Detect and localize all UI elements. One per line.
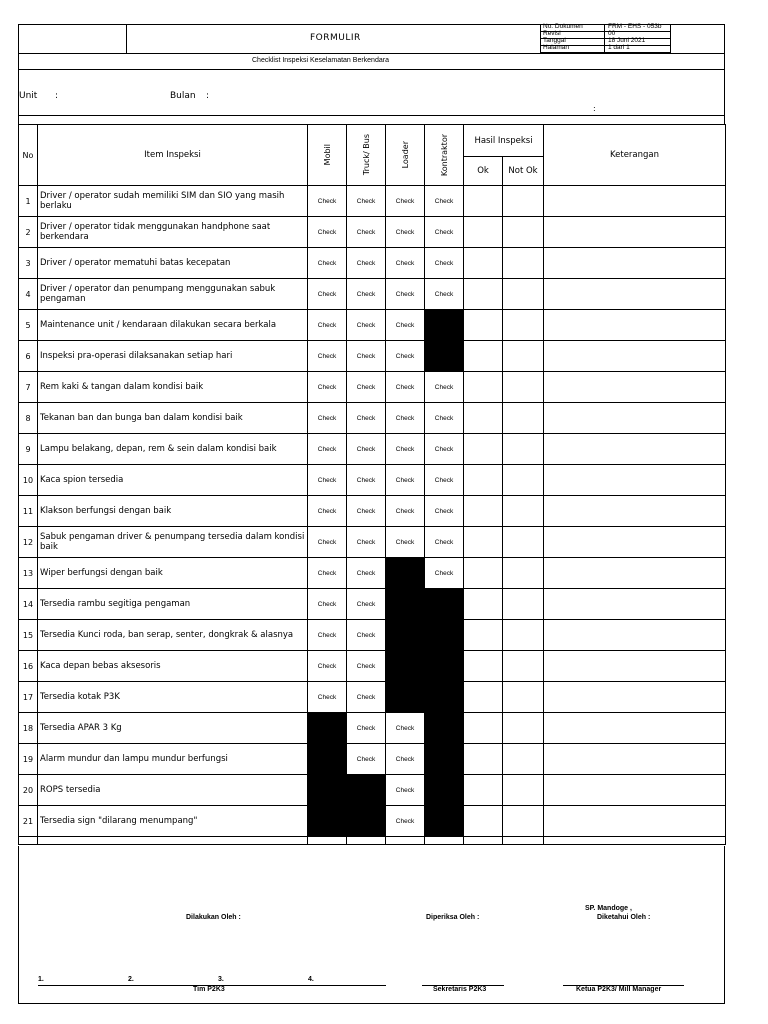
ok-cell[interactable] — [464, 248, 503, 279]
keterangan-cell[interactable] — [544, 527, 726, 558]
check-cell[interactable]: Check — [347, 651, 386, 682]
header-divider-left — [126, 24, 127, 54]
row-item: Tersedia Kunci roda, ban serap, senter, dongkrak & alasnya — [38, 620, 308, 651]
keterangan-cell[interactable] — [544, 217, 726, 248]
check-cell[interactable]: Check — [386, 434, 425, 465]
row-no: 15 — [19, 620, 38, 651]
ok-cell[interactable] — [464, 806, 503, 837]
ok-cell[interactable] — [464, 186, 503, 217]
check-cell[interactable]: Check — [386, 496, 425, 527]
row-item: Driver / operator tidak menggunakan handphone saat berkendara — [38, 217, 308, 248]
keterangan-cell[interactable] — [544, 806, 726, 837]
row-item: Sabuk pengaman driver & penumpang tersedia dalam kondisi baik — [38, 527, 308, 558]
doc-label-1: Revisi — [543, 30, 561, 37]
check-cell[interactable]: Check — [425, 248, 464, 279]
subtitle: Checklist Inspeksi Keselamatan Berkendara — [252, 57, 389, 64]
info-top-line — [18, 115, 725, 116]
check-cell[interactable]: Check — [308, 558, 347, 589]
table-row — [19, 713, 726, 744]
check-cell[interactable]: Check — [386, 341, 425, 372]
table-row — [19, 775, 726, 806]
ok-cell[interactable] — [464, 713, 503, 744]
doc-info — [541, 24, 671, 52]
check-cell[interactable]: Check — [347, 744, 386, 775]
row-item: Tersedia APAR 3 Kg — [38, 713, 308, 744]
check-cell[interactable]: Check — [308, 403, 347, 434]
not-ok-cell[interactable] — [503, 372, 544, 403]
ok-cell[interactable] — [464, 341, 503, 372]
check-cell[interactable]: Check — [347, 217, 386, 248]
col-kontraktor: Kontraktor — [439, 133, 449, 177]
not-ok-cell[interactable] — [503, 744, 544, 775]
check-cell[interactable]: Check — [347, 310, 386, 341]
check-cell[interactable]: Check — [308, 682, 347, 713]
row-item: Tersedia rambu segitiga pengaman — [38, 589, 308, 620]
diketahui-label: Diketahui Oleh : — [597, 914, 651, 921]
table-row — [19, 496, 726, 527]
col-mobil: Mobil — [322, 144, 332, 166]
not-ok-cell[interactable] — [503, 341, 544, 372]
table-row — [19, 589, 726, 620]
check-cell[interactable]: Check — [386, 465, 425, 496]
row-item: ROPS tersedia — [38, 775, 308, 806]
sekretaris-label: Sekretaris P2K3 — [433, 986, 487, 993]
table-row — [19, 248, 726, 279]
check-cell[interactable]: Check — [347, 341, 386, 372]
blocked-cell — [425, 620, 464, 651]
not-ok-cell[interactable] — [503, 186, 544, 217]
row-item: Driver / operator mematuhi batas kecepatan — [38, 248, 308, 279]
row-item: Maintenance unit / kendaraan dilakukan secara berkala — [38, 310, 308, 341]
ok-cell[interactable] — [464, 310, 503, 341]
check-cell[interactable]: Check — [425, 372, 464, 403]
check-cell[interactable]: Check — [425, 434, 464, 465]
keterangan-cell[interactable] — [544, 775, 726, 806]
check-cell[interactable]: Check — [386, 806, 425, 837]
check-cell[interactable]: Check — [425, 279, 464, 310]
not-ok-cell[interactable] — [503, 713, 544, 744]
check-cell[interactable]: Check — [425, 527, 464, 558]
check-cell[interactable]: Check — [347, 465, 386, 496]
tim-label: Tim P2K3 — [193, 986, 225, 993]
unit-label: Unit — [19, 91, 38, 101]
row-item: Driver / operator dan penumpang menggunakan sabuk pengaman — [38, 279, 308, 310]
row-no: 21 — [19, 806, 38, 837]
blocked-cell — [425, 744, 464, 775]
check-cell[interactable]: Check — [386, 372, 425, 403]
inspection-table — [18, 124, 726, 845]
not-ok-cell[interactable] — [503, 620, 544, 651]
check-cell[interactable]: Check — [347, 682, 386, 713]
ok-cell[interactable] — [464, 589, 503, 620]
dilakukan-label: Dilakukan Oleh : — [186, 914, 241, 921]
keterangan-cell[interactable] — [544, 496, 726, 527]
keterangan-cell[interactable] — [544, 372, 726, 403]
ok-cell[interactable] — [464, 744, 503, 775]
check-cell[interactable]: Check — [386, 217, 425, 248]
doc-label-3: Halaman — [543, 44, 570, 51]
row-item: Klakson berfungsi dengan baik — [38, 496, 308, 527]
not-ok-cell[interactable] — [503, 465, 544, 496]
check-cell[interactable]: Check — [425, 186, 464, 217]
blocked-cell — [425, 713, 464, 744]
keterangan-cell[interactable] — [544, 186, 726, 217]
check-cell[interactable]: Check — [386, 744, 425, 775]
ok-cell[interactable] — [464, 217, 503, 248]
not-ok-cell[interactable] — [503, 775, 544, 806]
table-row — [19, 217, 726, 248]
row-item: Tersedia sign "dilarang menumpang" — [38, 806, 308, 837]
not-ok-cell[interactable] — [503, 248, 544, 279]
blocked-cell — [425, 682, 464, 713]
check-cell[interactable]: Check — [386, 186, 425, 217]
check-cell[interactable]: Check — [347, 372, 386, 403]
not-ok-cell[interactable] — [503, 403, 544, 434]
row-item: Alarm mundur dan lampu mundur berfungsi — [38, 744, 308, 775]
footer-box — [18, 846, 725, 1004]
check-cell[interactable]: Check — [386, 248, 425, 279]
check-cell[interactable]: Check — [425, 465, 464, 496]
check-cell[interactable]: Check — [347, 248, 386, 279]
doc-value-2: 18 Juni 2021 — [608, 37, 646, 44]
not-ok-cell[interactable] — [503, 806, 544, 837]
table-row — [19, 558, 726, 589]
check-cell[interactable]: Check — [386, 403, 425, 434]
bulan-label: Bulan — [170, 91, 196, 101]
keterangan-cell[interactable] — [544, 589, 726, 620]
form-title: FORMULIR — [310, 33, 361, 43]
not-ok-cell[interactable] — [503, 651, 544, 682]
check-cell[interactable]: Check — [386, 279, 425, 310]
doc-label-0: No. Dokumen — [543, 23, 583, 30]
keterangan-cell[interactable] — [544, 713, 726, 744]
check-cell[interactable]: Check — [347, 279, 386, 310]
check-cell[interactable]: Check — [308, 434, 347, 465]
row-no: 11 — [19, 496, 38, 527]
row-no: 3 — [19, 248, 38, 279]
keterangan-cell[interactable] — [544, 279, 726, 310]
check-cell[interactable]: Check — [425, 403, 464, 434]
table-row — [19, 372, 726, 403]
keterangan-cell[interactable] — [544, 558, 726, 589]
not-ok-cell[interactable] — [503, 558, 544, 589]
check-cell[interactable]: Check — [308, 527, 347, 558]
check-cell[interactable]: Check — [386, 527, 425, 558]
ok-cell[interactable] — [464, 775, 503, 806]
col-loader: Loader — [400, 141, 410, 169]
row-no: 13 — [19, 558, 38, 589]
table-row — [19, 310, 726, 341]
table-row — [19, 279, 726, 310]
ok-cell[interactable] — [464, 682, 503, 713]
blocked-cell — [425, 651, 464, 682]
blocked-cell — [308, 775, 347, 806]
check-cell[interactable]: Check — [347, 403, 386, 434]
check-cell[interactable]: Check — [308, 248, 347, 279]
doc-value-0: FRM - EHS - 053b — [608, 23, 662, 30]
col-truck: Truck/ Bus — [361, 134, 371, 176]
col-hasil: Hasil Inspeksi — [464, 125, 544, 157]
table-row — [19, 806, 726, 837]
blocked-cell — [386, 589, 425, 620]
check-cell[interactable]: Check — [308, 341, 347, 372]
col-ok: Ok — [464, 157, 503, 186]
check-cell[interactable]: Check — [386, 713, 425, 744]
check-cell[interactable]: Check — [386, 310, 425, 341]
check-cell[interactable]: Check — [347, 589, 386, 620]
blocked-cell — [425, 310, 464, 341]
check-cell[interactable]: Check — [347, 558, 386, 589]
row-no: 19 — [19, 744, 38, 775]
check-cell[interactable]: Check — [308, 620, 347, 651]
not-ok-cell[interactable] — [503, 310, 544, 341]
row-no: 18 — [19, 713, 38, 744]
blocked-cell — [425, 341, 464, 372]
not-ok-cell[interactable] — [503, 434, 544, 465]
check-cell[interactable]: Check — [347, 620, 386, 651]
keterangan-cell[interactable] — [544, 341, 726, 372]
row-no: 2 — [19, 217, 38, 248]
check-cell[interactable]: Check — [386, 775, 425, 806]
blocked-cell — [308, 713, 347, 744]
check-cell[interactable]: Check — [308, 186, 347, 217]
table-row — [19, 527, 726, 558]
doc-label-2: Tanggal — [543, 37, 566, 44]
num-4: 4. — [308, 976, 314, 983]
ok-cell[interactable] — [464, 527, 503, 558]
table-row — [19, 465, 726, 496]
blocked-cell — [425, 775, 464, 806]
row-no: 1 — [19, 186, 38, 217]
diperiksa-label: Diperiksa Oleh : — [426, 914, 480, 921]
row-no: 20 — [19, 775, 38, 806]
blocked-cell — [308, 806, 347, 837]
blocked-cell — [386, 558, 425, 589]
blocked-cell — [386, 651, 425, 682]
num-1: 1. — [38, 976, 44, 983]
not-ok-cell[interactable] — [503, 589, 544, 620]
not-ok-cell[interactable] — [503, 217, 544, 248]
right-colon: : — [593, 104, 596, 113]
ketua-label: Ketua P2K3/ Mill Manager — [576, 986, 662, 993]
row-no: 9 — [19, 434, 38, 465]
num-3: 3. — [218, 976, 224, 983]
check-cell[interactable]: Check — [308, 651, 347, 682]
check-cell[interactable]: Check — [308, 465, 347, 496]
check-cell[interactable]: Check — [308, 496, 347, 527]
spacer-row — [19, 837, 726, 845]
keterangan-cell[interactable] — [544, 744, 726, 775]
check-cell[interactable]: Check — [425, 496, 464, 527]
row-no: 17 — [19, 682, 38, 713]
check-cell[interactable]: Check — [425, 558, 464, 589]
check-cell[interactable]: Check — [425, 217, 464, 248]
table-row — [19, 744, 726, 775]
keterangan-cell[interactable] — [544, 620, 726, 651]
keterangan-cell[interactable] — [544, 310, 726, 341]
doc-value-3: 1 dari 1 — [608, 44, 630, 51]
row-no: 4 — [19, 279, 38, 310]
blocked-cell — [308, 744, 347, 775]
ok-cell[interactable] — [464, 558, 503, 589]
table-row — [19, 403, 726, 434]
keterangan-cell[interactable] — [544, 465, 726, 496]
not-ok-cell[interactable] — [503, 527, 544, 558]
table-row — [19, 682, 726, 713]
ok-cell[interactable] — [464, 620, 503, 651]
check-cell[interactable]: Check — [347, 186, 386, 217]
row-item: Kaca depan bebas aksesoris — [38, 651, 308, 682]
sp-label: SP. Mandoge , — [585, 905, 632, 912]
keterangan-cell[interactable] — [544, 651, 726, 682]
row-no: 6 — [19, 341, 38, 372]
blocked-cell — [386, 682, 425, 713]
table-row — [19, 434, 726, 465]
bulan-colon: : — [206, 91, 210, 101]
row-no: 8 — [19, 403, 38, 434]
doc-value-1: 00 — [608, 30, 616, 37]
check-cell[interactable]: Check — [308, 589, 347, 620]
row-no: 7 — [19, 372, 38, 403]
row-no: 14 — [19, 589, 38, 620]
check-cell[interactable]: Check — [308, 279, 347, 310]
col-no: No — [19, 125, 38, 186]
not-ok-cell[interactable] — [503, 496, 544, 527]
ok-cell[interactable] — [464, 434, 503, 465]
not-ok-cell[interactable] — [503, 682, 544, 713]
row-item: Inspeksi pra-operasi dilaksanakan setiap hari — [38, 341, 308, 372]
check-cell[interactable]: Check — [308, 217, 347, 248]
row-no: 12 — [19, 527, 38, 558]
blocked-cell — [347, 775, 386, 806]
keterangan-cell[interactable] — [544, 403, 726, 434]
col-not-ok: Not Ok — [503, 157, 544, 186]
row-no: 16 — [19, 651, 38, 682]
blocked-cell — [425, 806, 464, 837]
row-item: Wiper berfungsi dengan baik — [38, 558, 308, 589]
ok-cell[interactable] — [464, 496, 503, 527]
blocked-cell — [347, 806, 386, 837]
ok-cell[interactable] — [464, 403, 503, 434]
table-row — [19, 186, 726, 217]
num-2: 2. — [128, 976, 134, 983]
row-item: Kaca spion tersedia — [38, 465, 308, 496]
ok-cell[interactable] — [464, 651, 503, 682]
ok-cell[interactable] — [464, 465, 503, 496]
ok-cell[interactable] — [464, 279, 503, 310]
row-item: Tekanan ban dan bunga ban dalam kondisi baik — [38, 403, 308, 434]
col-item: Item Inspeksi — [38, 125, 308, 186]
row-item: Lampu belakang, depan, rem & sein dalam kondisi baik — [38, 434, 308, 465]
table-row — [19, 651, 726, 682]
check-cell[interactable]: Check — [347, 434, 386, 465]
check-cell[interactable]: Check — [308, 372, 347, 403]
keterangan-cell[interactable] — [544, 682, 726, 713]
check-cell[interactable]: Check — [308, 310, 347, 341]
check-cell[interactable]: Check — [347, 496, 386, 527]
table-row — [19, 620, 726, 651]
blocked-cell — [386, 620, 425, 651]
blocked-cell — [425, 589, 464, 620]
keterangan-cell[interactable] — [544, 248, 726, 279]
table-row — [19, 341, 726, 372]
row-no: 5 — [19, 310, 38, 341]
not-ok-cell[interactable] — [503, 279, 544, 310]
unit-colon: : — [55, 91, 59, 101]
ok-cell[interactable] — [464, 372, 503, 403]
row-no: 10 — [19, 465, 38, 496]
row-item: Rem kaki & tangan dalam kondisi baik — [38, 372, 308, 403]
keterangan-cell[interactable] — [544, 434, 726, 465]
row-item: Tersedia kotak P3K — [38, 682, 308, 713]
row-item: Driver / operator sudah memiliki SIM dan SIO yang masih berlaku — [38, 186, 308, 217]
check-cell[interactable]: Check — [347, 713, 386, 744]
col-keterangan: Keterangan — [544, 125, 726, 186]
check-cell[interactable]: Check — [347, 527, 386, 558]
